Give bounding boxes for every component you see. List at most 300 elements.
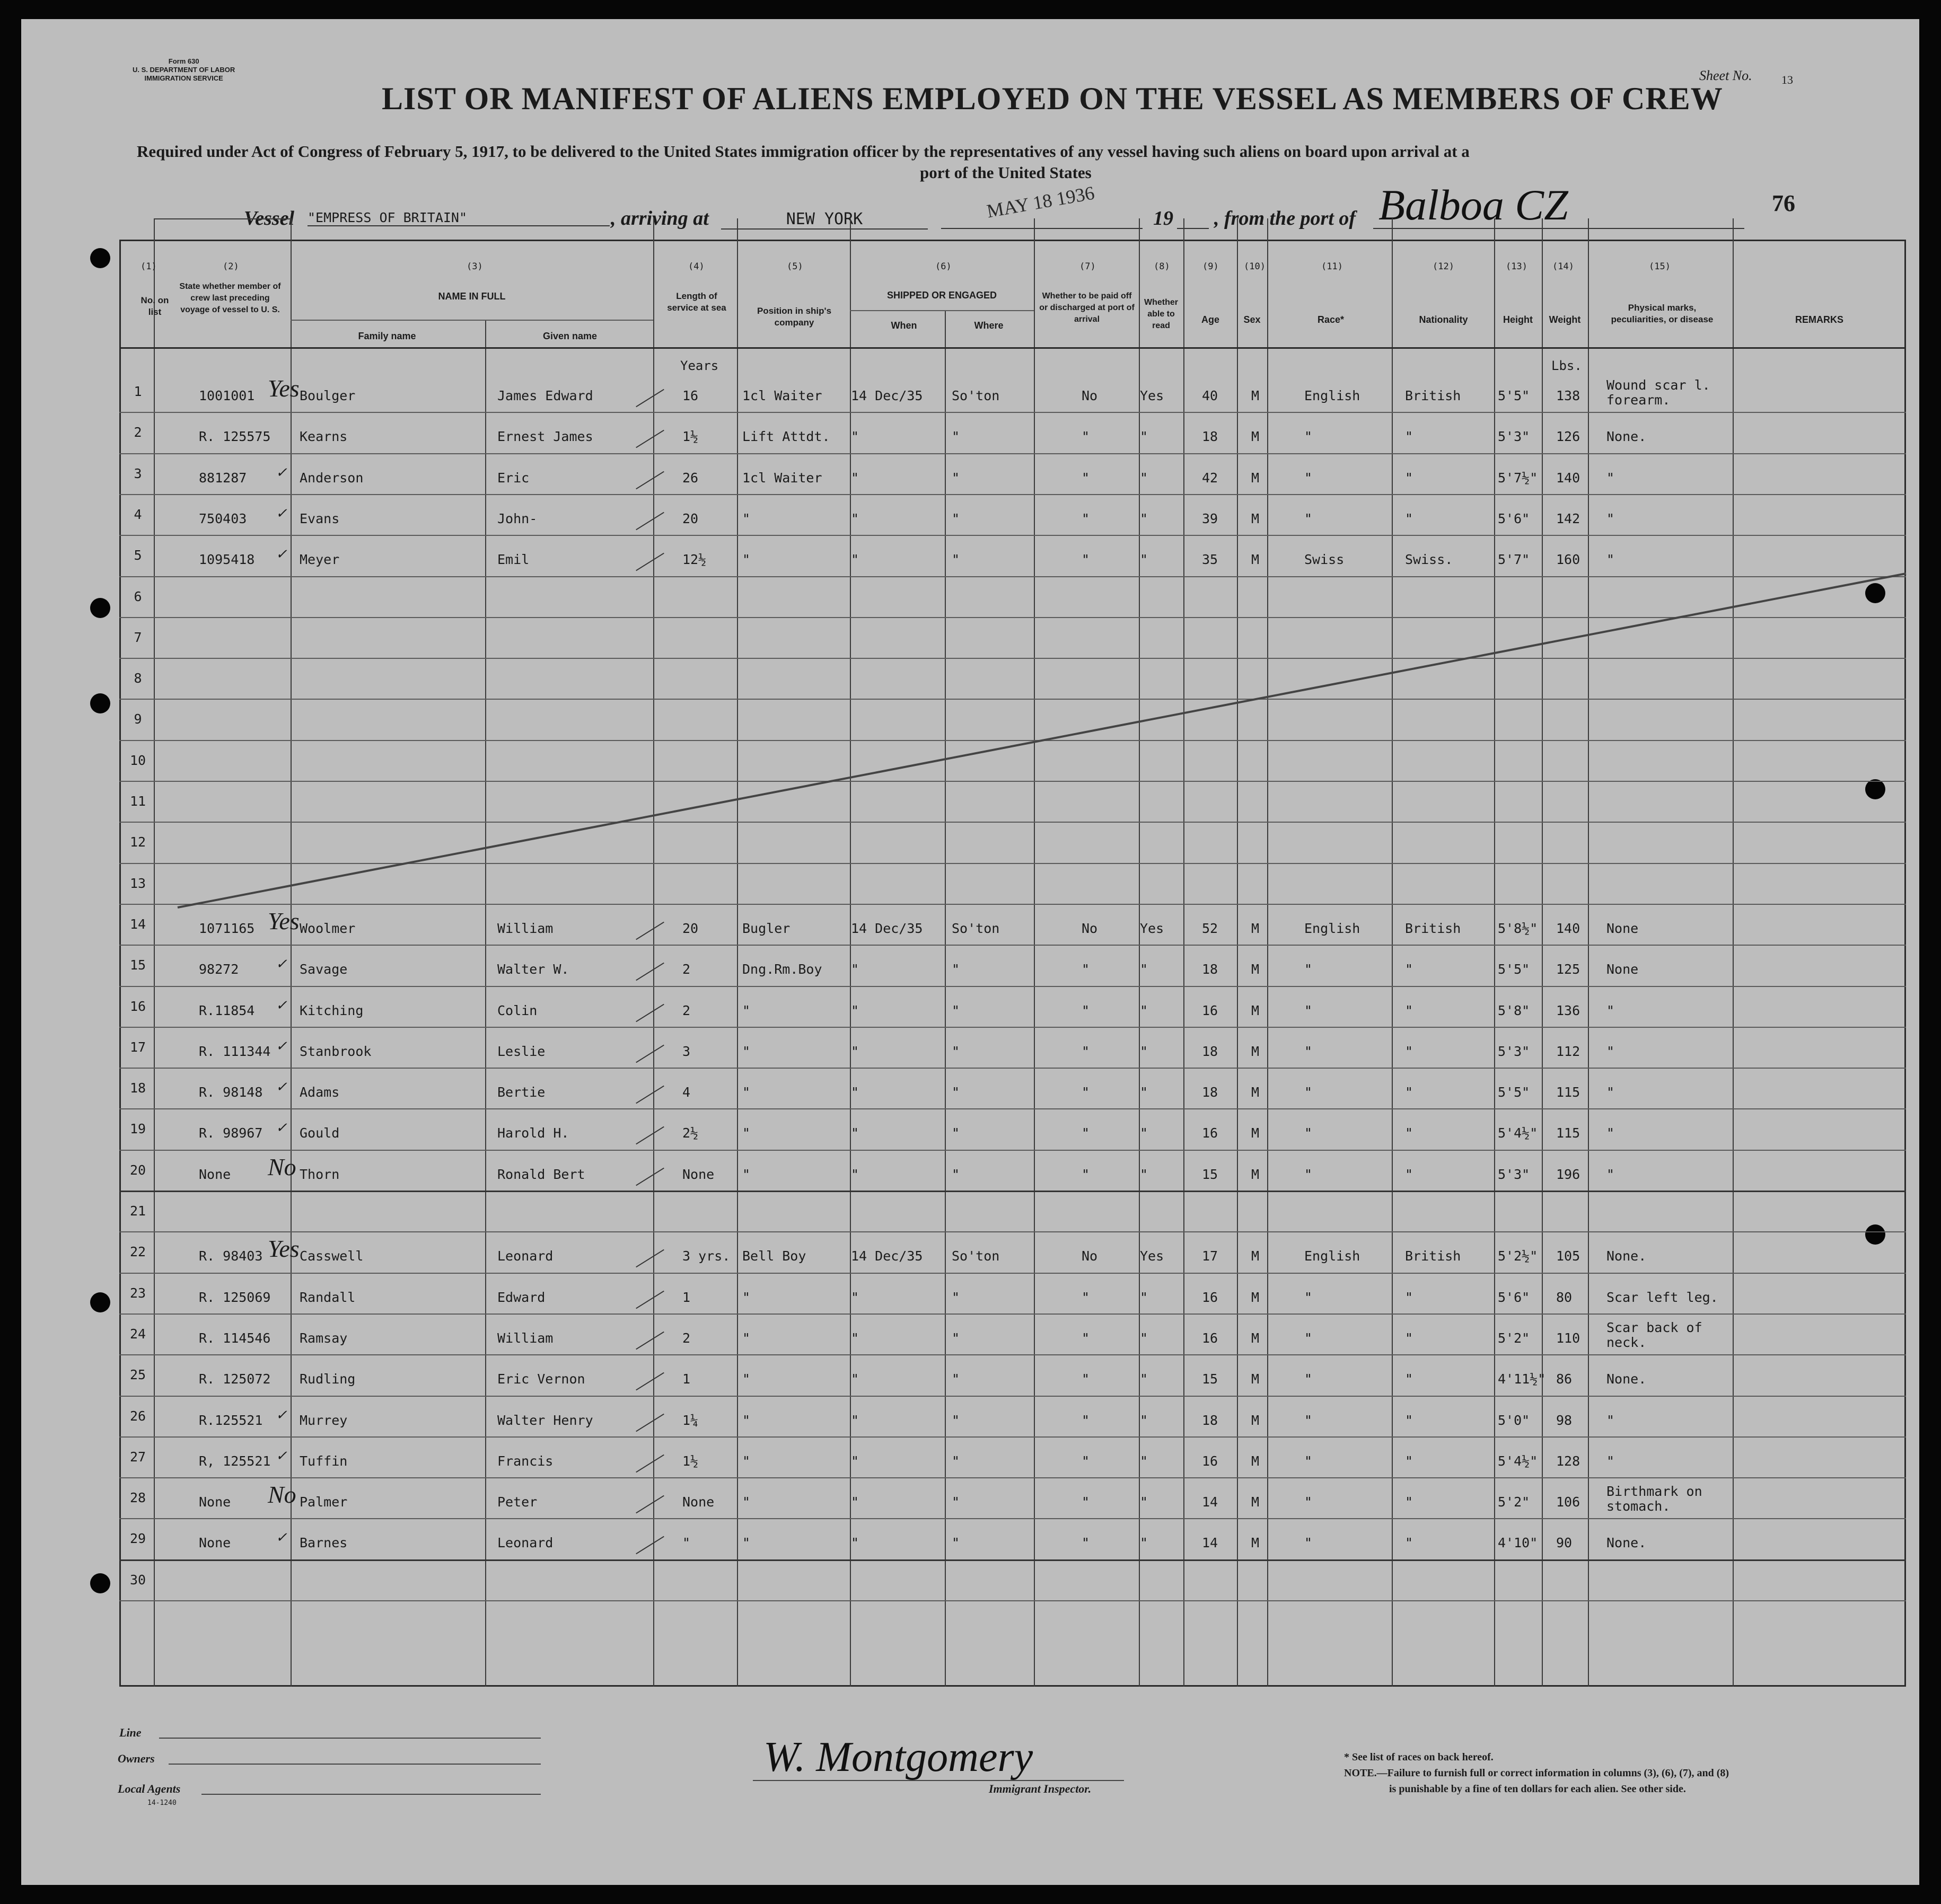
length-of-service: 3 yrs. xyxy=(682,1248,731,1264)
crew-discharge-no: None xyxy=(199,1166,231,1182)
physical-marks: Scar back of xyxy=(1606,1319,1702,1335)
position: 1cl Waiter xyxy=(742,470,822,486)
engaged-when: " xyxy=(851,1085,859,1100)
given-name: William xyxy=(497,1330,554,1346)
check-mark: ✓ xyxy=(276,1407,287,1423)
age: 18 xyxy=(1202,962,1218,977)
physical-marks: None. xyxy=(1606,429,1647,445)
position: " xyxy=(742,1494,751,1510)
given-name: Leonard xyxy=(497,1535,554,1551)
crew-discharge-no: 881287 xyxy=(199,470,247,486)
crew-discharge-no: R.11854 xyxy=(199,1002,255,1018)
crew-discharge-no: R. 114546 xyxy=(199,1330,271,1346)
height: 5'6" xyxy=(1498,1289,1530,1305)
age: 39 xyxy=(1202,510,1218,526)
nationality: " xyxy=(1405,1125,1413,1141)
header-given-name: Given name xyxy=(542,331,598,341)
position: " xyxy=(742,1002,751,1018)
row-number: 26 xyxy=(129,1408,146,1424)
engaged-when: " xyxy=(851,1371,859,1387)
header-no-on-list: No. on list xyxy=(140,295,169,317)
nationality: British xyxy=(1405,1248,1461,1264)
age: 16 xyxy=(1202,1453,1218,1469)
length-of-service: 2½ xyxy=(682,1125,699,1141)
length-of-service: 2 xyxy=(682,1330,691,1346)
owners-field xyxy=(169,1764,541,1765)
weight: 126 xyxy=(1556,429,1580,445)
colnum-1: (1) xyxy=(140,261,157,272)
weight: 128 xyxy=(1556,1453,1580,1469)
age: 16 xyxy=(1202,1289,1218,1305)
crew-discharge-no: R, 125521 xyxy=(199,1453,271,1469)
crew-discharge-no: R. 98148 xyxy=(199,1085,263,1100)
sex: M xyxy=(1251,1453,1260,1469)
length-of-service: None xyxy=(682,1494,715,1510)
nationality: " xyxy=(1405,1371,1413,1387)
crew-discharge-no: R. 125069 xyxy=(199,1289,271,1305)
sex: M xyxy=(1251,1002,1260,1018)
height: 5'3" xyxy=(1498,1166,1530,1182)
form-number: Form 630 xyxy=(168,57,199,65)
age: 35 xyxy=(1202,552,1218,568)
physical-marks: " xyxy=(1606,510,1615,526)
paid-off: " xyxy=(1082,1043,1090,1059)
given-name: Bertie xyxy=(497,1085,546,1100)
family-name: Gould xyxy=(300,1125,340,1141)
able-to-read: " xyxy=(1140,1125,1148,1141)
weight: 86 xyxy=(1556,1371,1573,1387)
length-of-service: 1½ xyxy=(682,1453,699,1469)
row-number: 23 xyxy=(129,1285,146,1301)
paid-off: No xyxy=(1082,1248,1098,1264)
vessel-label: Vessel xyxy=(244,207,294,230)
weight: 196 xyxy=(1556,1166,1580,1182)
family-name: Anderson xyxy=(300,470,364,486)
nationality: " xyxy=(1405,429,1413,445)
colnum-7: (7) xyxy=(1079,261,1096,272)
race: " xyxy=(1304,1002,1313,1018)
engaged-when: " xyxy=(851,1535,859,1551)
crew-discharge-no: 1001001 xyxy=(199,388,255,403)
check-mark: Yes xyxy=(268,375,300,402)
header-race: Race* xyxy=(1317,314,1345,325)
paid-off: " xyxy=(1082,510,1090,526)
able-to-read: " xyxy=(1140,470,1148,486)
nationality: " xyxy=(1405,1166,1413,1182)
row-number: 14 xyxy=(129,916,146,932)
given-name: John- xyxy=(497,510,538,526)
engaged-when: " xyxy=(851,1166,859,1182)
position: " xyxy=(742,1330,751,1346)
engaged-when: " xyxy=(851,1412,859,1428)
from-label: , from the port of xyxy=(1214,207,1356,230)
family-name: Kearns xyxy=(300,429,348,445)
check-mark: ✓ xyxy=(276,1530,287,1546)
local-agents-label: Local Agents xyxy=(118,1782,181,1795)
race: " xyxy=(1304,1085,1313,1100)
weight: 115 xyxy=(1556,1085,1580,1100)
physical-marks: " xyxy=(1606,1002,1615,1018)
height: 4'10" xyxy=(1498,1535,1538,1551)
local-agents-field xyxy=(201,1794,541,1795)
family-name: Murrey xyxy=(300,1412,348,1428)
family-name: Kitching xyxy=(300,1002,364,1018)
races-note: * See list of races on back hereof. xyxy=(1344,1751,1494,1763)
given-name: William xyxy=(497,920,554,936)
weight: 138 xyxy=(1556,388,1580,403)
given-name: Francis xyxy=(497,1453,554,1469)
check-mark: Yes xyxy=(268,907,300,935)
height: 5'3" xyxy=(1498,429,1530,445)
paid-off: " xyxy=(1082,1535,1090,1551)
paid-off: No xyxy=(1082,388,1098,403)
physical-marks: " xyxy=(1606,1166,1615,1182)
engaged-where: " xyxy=(952,1166,960,1182)
length-of-service: 20 xyxy=(682,920,699,936)
paid-off: " xyxy=(1082,1085,1090,1100)
race: " xyxy=(1304,510,1313,526)
physical-marks: None. xyxy=(1606,1248,1647,1264)
physical-marks: " xyxy=(1606,1125,1615,1141)
engaged-where: " xyxy=(952,1535,960,1551)
family-name: Thorn xyxy=(300,1166,340,1182)
physical-marks-cont: forearm. xyxy=(1606,392,1671,408)
subtitle-line-1: Required under Act of Congress of February 5, 1917, to be delivered to the United States immigration officer by the representatives of any vessel having such aliens on board upon arrival at a xyxy=(137,142,1470,161)
row-number: 9 xyxy=(134,711,142,727)
crew-discharge-no: 750403 xyxy=(199,510,247,526)
date-stamp: MAY 18 1936 xyxy=(985,182,1096,222)
race: " xyxy=(1304,1535,1313,1551)
crew-discharge-no: R. 98403 xyxy=(199,1248,263,1264)
race: " xyxy=(1304,962,1313,977)
engaged-where: " xyxy=(952,552,960,568)
paid-off: " xyxy=(1082,552,1090,568)
check-mark: ✓ xyxy=(276,546,287,562)
sex: M xyxy=(1251,470,1260,486)
sex: M xyxy=(1251,1412,1260,1428)
age: 40 xyxy=(1202,388,1218,403)
engaged-when: " xyxy=(851,429,859,445)
row-number: 27 xyxy=(129,1449,146,1465)
header-length-service: Length of service at sea xyxy=(667,291,726,313)
engaged-when: " xyxy=(851,1330,859,1346)
sex: M xyxy=(1251,1330,1260,1346)
engaged-where: " xyxy=(952,1494,960,1510)
position: Dng.Rm.Boy xyxy=(742,962,822,977)
nationality: " xyxy=(1405,510,1413,526)
form-code: 14-1240 xyxy=(147,1799,177,1807)
header-state-member: State whether member of crew last preceding voyage of vessel to U. S. xyxy=(179,282,281,314)
crew-discharge-no: 1095418 xyxy=(199,552,255,568)
position: " xyxy=(742,1125,751,1141)
engaged-where: " xyxy=(952,1371,960,1387)
physical-marks: " xyxy=(1606,552,1615,568)
weight: 80 xyxy=(1556,1289,1573,1305)
nationality: " xyxy=(1405,1330,1413,1346)
year-label: 19 xyxy=(1153,207,1173,230)
position: Bugler xyxy=(742,920,791,936)
sex: M xyxy=(1251,1248,1260,1264)
crew-discharge-no: R. 98967 xyxy=(199,1125,263,1141)
paid-off: " xyxy=(1082,962,1090,977)
engaged-when: 14 Dec/35 xyxy=(851,920,923,936)
header-nationality: Nationality xyxy=(1419,314,1468,325)
physical-marks: None. xyxy=(1606,1371,1647,1387)
length-of-service: 26 xyxy=(682,470,699,486)
engaged-when: " xyxy=(851,1125,859,1141)
row-number: 29 xyxy=(129,1531,146,1547)
nationality: British xyxy=(1405,920,1461,936)
row-number: 25 xyxy=(129,1367,146,1383)
race: " xyxy=(1304,470,1313,486)
penalty-note-2: is punishable by a fine of ten dollars for each alien. See other side. xyxy=(1389,1783,1686,1795)
header-able-read: Whether able to read xyxy=(1144,298,1178,330)
arriving-value: NEW YORK xyxy=(786,210,863,228)
nationality: " xyxy=(1405,1085,1413,1100)
subtitle-line-2: port of the United States xyxy=(920,163,1092,182)
nationality: " xyxy=(1405,1535,1413,1551)
height: 5'4½" xyxy=(1498,1453,1538,1469)
height: 5'4½" xyxy=(1498,1125,1538,1141)
paid-off: " xyxy=(1082,1412,1090,1428)
colnum-11: (11) xyxy=(1321,261,1343,272)
paid-off: " xyxy=(1082,1125,1090,1141)
length-of-service: 1 xyxy=(682,1371,691,1387)
colnum-8: (8) xyxy=(1154,261,1170,272)
engaged-where: " xyxy=(952,1289,960,1305)
able-to-read: " xyxy=(1140,1289,1148,1305)
able-to-read: " xyxy=(1140,429,1148,445)
given-name: Harold H. xyxy=(497,1125,569,1141)
height: 5'0" xyxy=(1498,1412,1530,1428)
line-label: Line xyxy=(119,1726,142,1739)
page-title: LIST OR MANIFEST OF ALIENS EMPLOYED ON THE VESSEL AS MEMBERS OF CREW xyxy=(382,81,1723,116)
row-number: 2 xyxy=(134,425,142,440)
height: 5'3" xyxy=(1498,1043,1530,1059)
length-of-service: 20 xyxy=(682,510,699,526)
header-remarks: REMARKS xyxy=(1795,314,1843,325)
family-name: Evans xyxy=(300,510,340,526)
able-to-read: Yes xyxy=(1140,1248,1164,1264)
paid-off: No xyxy=(1082,920,1098,936)
length-of-service: 16 xyxy=(682,388,699,403)
engaged-where: So'ton xyxy=(952,1248,1000,1264)
position: " xyxy=(742,1453,751,1469)
height: 5'5" xyxy=(1498,388,1530,403)
able-to-read: Yes xyxy=(1140,920,1164,936)
able-to-read: " xyxy=(1140,1535,1148,1551)
able-to-read: " xyxy=(1140,1371,1148,1387)
age: 17 xyxy=(1202,1248,1218,1264)
position: Lift Attdt. xyxy=(742,429,830,445)
department-name: U. S. DEPARTMENT OF LABOR xyxy=(133,66,235,74)
check-mark: No xyxy=(268,1153,296,1180)
age: 15 xyxy=(1202,1166,1218,1182)
position: " xyxy=(742,1166,751,1182)
length-of-service: " xyxy=(682,1535,691,1551)
physical-marks: Birthmark on xyxy=(1606,1484,1702,1500)
given-name: Eric Vernon xyxy=(497,1371,585,1387)
length-of-service: None xyxy=(682,1166,715,1182)
header-physical-marks: Physical marks, peculiarities, or disease xyxy=(1611,303,1714,324)
race: " xyxy=(1304,1125,1313,1141)
check-mark: ✓ xyxy=(276,464,287,480)
crew-discharge-no: R. 111344 xyxy=(199,1043,271,1059)
engaged-where: So'ton xyxy=(952,920,1000,936)
inspector-label: Immigrant Inspector. xyxy=(989,1782,1092,1795)
given-name: Leslie xyxy=(497,1043,546,1059)
family-name: Adams xyxy=(300,1085,340,1100)
row-number: 5 xyxy=(134,548,142,563)
given-name: James Edward xyxy=(497,388,593,403)
row-number: 1 xyxy=(134,384,142,399)
family-name: Barnes xyxy=(300,1535,348,1551)
position: " xyxy=(742,1289,751,1305)
cancellation-stroke xyxy=(178,574,1906,907)
sex: M xyxy=(1251,388,1260,403)
family-name: Savage xyxy=(300,962,348,977)
crew-discharge-no: R. 125072 xyxy=(199,1371,271,1387)
family-name: Meyer xyxy=(300,552,340,568)
physical-marks: " xyxy=(1606,1453,1615,1469)
crew-discharge-no: None xyxy=(199,1494,231,1510)
nationality: Swiss. xyxy=(1405,552,1453,568)
engaged-when: " xyxy=(851,962,859,977)
given-name: Eric xyxy=(497,470,530,486)
nationality: British xyxy=(1405,388,1461,403)
nationality: " xyxy=(1405,470,1413,486)
length-of-service: 3 xyxy=(682,1043,691,1059)
check-mark: ✓ xyxy=(276,956,287,972)
engaged-where: " xyxy=(952,1412,960,1428)
position: " xyxy=(742,510,751,526)
row-number: 7 xyxy=(134,629,142,645)
physical-marks: Scar left leg. xyxy=(1606,1289,1718,1305)
physical-marks: " xyxy=(1606,470,1615,486)
physical-marks-cont: stomach. xyxy=(1606,1498,1671,1514)
sheet-no-label: Sheet No. xyxy=(1699,68,1752,83)
length-of-service: 4 xyxy=(682,1085,691,1100)
position: " xyxy=(742,1535,751,1551)
nationality: " xyxy=(1405,962,1413,977)
family-name: Tuffin xyxy=(300,1453,348,1469)
engaged-where: " xyxy=(952,1453,960,1469)
colnum-14: (14) xyxy=(1552,261,1574,272)
weight: 125 xyxy=(1556,962,1580,977)
age: 18 xyxy=(1202,1085,1218,1100)
race: " xyxy=(1304,1494,1313,1510)
paid-off: " xyxy=(1082,1494,1090,1510)
header-family-name: Family name xyxy=(358,331,416,341)
height: 5'2" xyxy=(1498,1494,1530,1510)
sex: M xyxy=(1251,1535,1260,1551)
check-mark: ✓ xyxy=(276,1038,287,1054)
nationality: " xyxy=(1405,1043,1413,1059)
engaged-where: " xyxy=(952,429,960,445)
weight: 98 xyxy=(1556,1412,1573,1428)
engaged-when: 14 Dec/35 xyxy=(851,1248,923,1264)
family-name: Ramsay xyxy=(300,1330,348,1346)
service-name: IMMIGRATION SERVICE xyxy=(144,74,223,82)
check-mark: ✓ xyxy=(276,997,287,1013)
owners-label: Owners xyxy=(118,1752,155,1765)
sex: M xyxy=(1251,510,1260,526)
family-name: Stanbrook xyxy=(300,1043,372,1059)
race: " xyxy=(1304,1453,1313,1469)
height: 5'5" xyxy=(1498,962,1530,977)
paid-off: " xyxy=(1082,470,1090,486)
engaged-where: " xyxy=(952,510,960,526)
paid-off: " xyxy=(1082,1371,1090,1387)
engaged-where: " xyxy=(952,1330,960,1346)
age: 16 xyxy=(1202,1330,1218,1346)
colnum-15: (15) xyxy=(1649,261,1671,272)
height: 5'8" xyxy=(1498,1002,1530,1018)
engaged-when: " xyxy=(851,1002,859,1018)
position: " xyxy=(742,1043,751,1059)
able-to-read: " xyxy=(1140,1330,1148,1346)
given-name: Ernest James xyxy=(497,429,593,445)
given-name: Ronald Bert xyxy=(497,1166,585,1182)
given-name: Walter Henry xyxy=(497,1412,593,1428)
row-number: 22 xyxy=(129,1244,146,1260)
header-height: Height xyxy=(1503,314,1533,325)
row-number: 3 xyxy=(134,465,142,481)
race: " xyxy=(1304,1289,1313,1305)
check-mark: ✓ xyxy=(276,1120,287,1136)
crew-discharge-no: R. 125575 xyxy=(199,429,271,445)
age: 18 xyxy=(1202,429,1218,445)
paid-off: " xyxy=(1082,429,1090,445)
position: " xyxy=(742,1371,751,1387)
family-name: Casswell xyxy=(300,1248,364,1264)
nationality: " xyxy=(1405,1412,1413,1428)
race: " xyxy=(1304,1412,1313,1428)
header-paid-off: Whether to be paid off or discharged at port of arrival xyxy=(1039,292,1135,324)
able-to-read: " xyxy=(1140,1085,1148,1100)
position: " xyxy=(742,1412,751,1428)
unit-years: Years xyxy=(680,358,719,373)
row-number: 4 xyxy=(134,506,142,522)
length-of-service: 2 xyxy=(682,962,691,977)
colnum-5: (5) xyxy=(787,261,803,272)
engaged-where: " xyxy=(952,1002,960,1018)
colnum-12: (12) xyxy=(1433,261,1454,272)
weight: 106 xyxy=(1556,1494,1580,1510)
header-shipped-engaged: SHIPPED OR ENGAGED xyxy=(886,290,997,301)
engaged-when: " xyxy=(851,552,859,568)
engaged-when: " xyxy=(851,1494,859,1510)
race: English xyxy=(1304,388,1360,403)
engaged-when: " xyxy=(851,1289,859,1305)
age: 14 xyxy=(1202,1535,1218,1551)
age: 15 xyxy=(1202,1371,1218,1387)
race: English xyxy=(1304,920,1360,936)
paid-off: " xyxy=(1082,1453,1090,1469)
weight: 112 xyxy=(1556,1043,1580,1059)
colnum-13: (13) xyxy=(1506,261,1527,272)
race: " xyxy=(1304,1043,1313,1059)
paid-off: " xyxy=(1082,1289,1090,1305)
length-of-service: 1½ xyxy=(682,429,699,445)
able-to-read: " xyxy=(1140,1494,1148,1510)
physical-marks: " xyxy=(1606,1043,1615,1059)
engaged-where: " xyxy=(952,1085,960,1100)
colnum-9: (9) xyxy=(1202,261,1219,272)
family-name: Woolmer xyxy=(300,920,356,936)
able-to-read: " xyxy=(1140,552,1148,568)
check-mark: ✓ xyxy=(276,1448,287,1464)
